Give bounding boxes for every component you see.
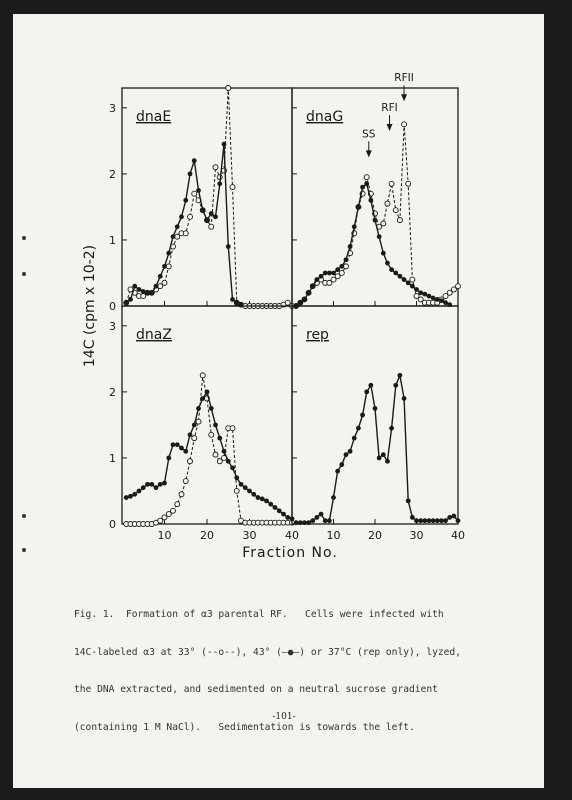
data-point-open — [175, 502, 180, 507]
data-point-filled — [319, 274, 324, 279]
data-point-filled — [217, 181, 222, 186]
data-point-filled — [196, 406, 201, 411]
y-tick-label: 1 — [109, 451, 116, 465]
data-point-filled — [435, 518, 440, 523]
data-point-filled — [298, 520, 303, 525]
peak-label: SS — [362, 128, 376, 141]
data-point-filled — [402, 396, 407, 401]
data-point-filled — [183, 449, 188, 454]
data-point-filled — [410, 515, 415, 520]
data-point-filled — [264, 498, 269, 503]
peak-arrow-head — [401, 94, 407, 101]
data-point-open — [213, 452, 218, 457]
x-tick-label: 40 — [285, 529, 299, 542]
data-point-filled — [158, 482, 163, 487]
data-point-filled — [373, 218, 378, 223]
caption-line: Fig. 1. Formation of α3 parental RF. Cells were infected with — [74, 609, 444, 620]
data-point-filled — [188, 432, 193, 437]
data-point-open — [192, 436, 197, 441]
data-point-filled — [260, 496, 265, 501]
data-point-filled — [315, 277, 320, 282]
data-point-filled — [352, 224, 357, 229]
data-point-filled — [281, 512, 286, 517]
data-point-open — [406, 181, 411, 186]
data-point-filled — [339, 462, 344, 467]
data-point-filled — [192, 423, 197, 428]
data-point-filled — [398, 274, 403, 279]
data-point-filled — [443, 300, 448, 305]
data-point-filled — [222, 449, 227, 454]
data-point-filled — [368, 383, 373, 388]
data-point-filled — [364, 181, 369, 186]
data-point-open — [385, 201, 390, 206]
data-point-open — [343, 264, 348, 269]
data-point-filled — [141, 485, 146, 490]
data-point-filled — [310, 284, 315, 289]
data-point-filled — [306, 520, 311, 525]
data-point-filled — [149, 482, 154, 487]
data-point-filled — [381, 251, 386, 256]
data-point-filled — [381, 452, 386, 457]
figure-caption — [74, 584, 494, 747]
data-point-open — [166, 264, 171, 269]
data-point-filled — [247, 489, 252, 494]
data-point-filled — [149, 290, 154, 295]
data-point-filled — [389, 267, 394, 272]
data-point-filled — [209, 406, 214, 411]
caption-line: (containing 1 M NaCl). Sedimentation is towards the left. — [74, 721, 415, 733]
data-point-open — [456, 284, 461, 289]
data-point-filled — [200, 396, 205, 401]
caption-line: 14C-labeled α3 at 33° (--o--), 43° (—●—) or 37°C (rep only), lyzed, — [74, 646, 461, 658]
data-point-filled — [154, 485, 159, 490]
data-point-filled — [389, 426, 394, 431]
data-point-filled — [331, 271, 336, 276]
y-tick-label: 0 — [109, 300, 116, 313]
data-point-filled — [128, 494, 133, 499]
data-point-filled — [162, 264, 167, 269]
data-point-open — [192, 191, 197, 196]
data-point-filled — [356, 426, 361, 431]
data-point-filled — [294, 520, 299, 525]
data-point-filled — [145, 482, 150, 487]
data-point-open — [402, 122, 407, 127]
data-point-filled — [323, 518, 328, 523]
data-point-open — [381, 221, 386, 226]
data-point-filled — [406, 498, 411, 503]
data-point-open — [188, 214, 193, 219]
data-point-filled — [344, 452, 349, 457]
data-point-filled — [226, 459, 231, 464]
panel-title: dnaG — [306, 109, 344, 125]
data-point-filled — [132, 284, 137, 289]
panel-title: dnaE — [136, 109, 172, 125]
data-point-filled — [209, 211, 214, 216]
data-point-open — [397, 218, 402, 223]
data-point-filled — [393, 271, 398, 276]
data-point-filled — [427, 294, 432, 299]
panel-rep — [292, 306, 465, 542]
peak-arrow-head — [387, 124, 393, 131]
data-point-filled — [158, 274, 163, 279]
data-point-filled — [319, 512, 324, 517]
data-point-filled — [398, 373, 403, 378]
data-point-filled — [373, 406, 378, 411]
data-point-open — [188, 459, 193, 464]
data-point-filled — [285, 515, 290, 520]
data-point-filled — [230, 297, 235, 302]
data-point-filled — [205, 389, 210, 394]
data-point-filled — [132, 492, 137, 497]
x-tick-label: 20 — [200, 529, 214, 542]
data-point-filled — [179, 446, 184, 451]
data-point-filled — [302, 297, 307, 302]
data-point-filled — [335, 469, 340, 474]
y-axis-title: 14C (cpm x 10-2) — [82, 244, 98, 368]
data-point-filled — [234, 300, 239, 305]
data-point-open — [393, 208, 398, 213]
data-point-filled — [234, 475, 239, 480]
data-point-open — [162, 280, 167, 285]
data-point-filled — [192, 158, 197, 163]
data-point-filled — [175, 224, 180, 229]
data-point-filled — [302, 520, 307, 525]
data-point-filled — [310, 518, 315, 523]
panel-dnaZ — [109, 306, 299, 542]
data-point-filled — [439, 298, 444, 303]
data-point-open — [200, 373, 205, 378]
data-point-filled — [124, 300, 129, 305]
data-point-filled — [230, 465, 235, 470]
x-axis-title: Fraction No. — [242, 545, 338, 561]
data-point-open — [410, 277, 415, 282]
page-number: -101- — [272, 712, 296, 722]
data-point-filled — [385, 261, 390, 266]
data-point-filled — [183, 198, 188, 203]
data-point-filled — [323, 271, 328, 276]
series-line-solid — [296, 375, 458, 522]
data-point-filled — [377, 456, 382, 461]
y-tick-label: 2 — [109, 167, 116, 181]
panel-title: rep — [306, 327, 329, 343]
data-point-filled — [154, 284, 159, 289]
data-point-filled — [171, 442, 176, 447]
data-point-filled — [196, 188, 201, 193]
data-point-filled — [443, 518, 448, 523]
data-point-open — [183, 231, 188, 236]
data-point-filled — [377, 234, 382, 239]
peak-arrow-head — [366, 150, 372, 157]
y-tick-label: 2 — [109, 385, 116, 399]
data-point-filled — [385, 459, 390, 464]
data-point-open — [226, 86, 231, 91]
data-point-filled — [171, 234, 176, 239]
data-point-filled — [137, 489, 142, 494]
data-point-filled — [348, 449, 353, 454]
data-point-filled — [422, 292, 427, 297]
data-point-filled — [243, 485, 248, 490]
data-point-filled — [145, 290, 150, 295]
data-point-open — [230, 426, 235, 431]
data-point-filled — [256, 495, 261, 500]
x-tick-label: 30 — [409, 529, 424, 542]
data-point-open — [209, 224, 214, 229]
y-tick-label: 1 — [109, 233, 116, 247]
data-point-filled — [268, 502, 273, 507]
data-point-filled — [368, 198, 373, 203]
data-point-filled — [410, 284, 415, 289]
data-point-filled — [327, 271, 332, 276]
data-point-filled — [364, 389, 369, 394]
data-point-filled — [339, 264, 344, 269]
data-point-filled — [451, 514, 456, 519]
data-point-filled — [251, 492, 256, 497]
panel-dnaE — [109, 86, 295, 314]
data-point-filled — [137, 287, 142, 292]
data-point-filled — [431, 518, 436, 523]
y-tick-label: 3 — [109, 319, 116, 333]
y-tick-label: 3 — [109, 101, 116, 115]
data-point-filled — [315, 515, 320, 520]
data-point-open — [389, 181, 394, 186]
data-point-filled — [226, 244, 231, 249]
data-point-filled — [352, 436, 357, 441]
data-point-filled — [327, 518, 332, 523]
peak-label: RFII — [394, 72, 414, 85]
data-point-filled — [273, 505, 278, 510]
data-point-filled — [128, 297, 133, 302]
data-point-filled — [344, 257, 349, 262]
data-point-filled — [205, 218, 210, 223]
data-point-filled — [175, 442, 180, 447]
data-point-filled — [331, 495, 336, 500]
data-point-open — [364, 175, 369, 180]
data-point-filled — [414, 518, 419, 523]
data-point-open — [213, 165, 218, 170]
peak-label: RFI — [381, 101, 398, 114]
data-point-filled — [162, 481, 167, 486]
data-point-filled — [213, 214, 218, 219]
x-tick-label: 40 — [451, 529, 465, 542]
data-point-open — [230, 185, 235, 190]
panel-title: dnaZ — [136, 327, 172, 343]
data-point-filled — [188, 171, 193, 176]
data-point-open — [196, 419, 201, 424]
data-point-filled — [179, 214, 184, 219]
data-point-filled — [435, 297, 440, 302]
data-point-filled — [166, 456, 171, 461]
data-point-filled — [456, 518, 461, 523]
x-tick-label: 30 — [242, 529, 257, 542]
data-point-filled — [418, 290, 423, 295]
data-point-open — [234, 488, 239, 493]
data-point-filled — [335, 267, 340, 272]
data-point-open — [209, 432, 214, 437]
data-point-filled — [348, 244, 353, 249]
data-point-open — [171, 508, 176, 513]
x-tick-label: 20 — [368, 529, 382, 542]
data-point-filled — [360, 185, 365, 190]
data-point-open — [179, 492, 184, 497]
data-point-filled — [439, 518, 444, 523]
data-point-filled — [306, 290, 311, 295]
data-point-filled — [406, 280, 411, 285]
panel-dnaG — [292, 72, 461, 308]
x-tick-label: 10 — [326, 529, 341, 542]
data-point-filled — [213, 423, 218, 428]
y-tick-label: 0 — [109, 518, 116, 531]
data-point-filled — [239, 482, 244, 487]
data-point-open — [339, 270, 344, 275]
data-point-open — [183, 479, 188, 484]
data-point-filled — [414, 287, 419, 292]
data-point-filled — [402, 277, 407, 282]
data-point-filled — [360, 413, 365, 418]
data-point-filled — [217, 436, 222, 441]
data-point-filled — [431, 296, 436, 301]
data-point-filled — [298, 300, 303, 305]
data-point-filled — [166, 251, 171, 256]
data-point-filled — [277, 508, 282, 513]
data-point-filled — [222, 142, 227, 147]
data-point-filled — [422, 518, 427, 523]
data-point-filled — [447, 515, 452, 520]
data-point-filled — [418, 518, 423, 523]
data-point-filled — [141, 289, 146, 294]
caption-line: the DNA extracted, and sedimented on a neutral sucrose gradient — [74, 684, 438, 695]
data-point-filled — [393, 383, 398, 388]
data-point-filled — [427, 518, 432, 523]
x-tick-label: 10 — [157, 529, 172, 542]
data-point-filled — [356, 205, 361, 210]
data-point-filled — [200, 208, 205, 213]
data-point-filled — [124, 495, 129, 500]
